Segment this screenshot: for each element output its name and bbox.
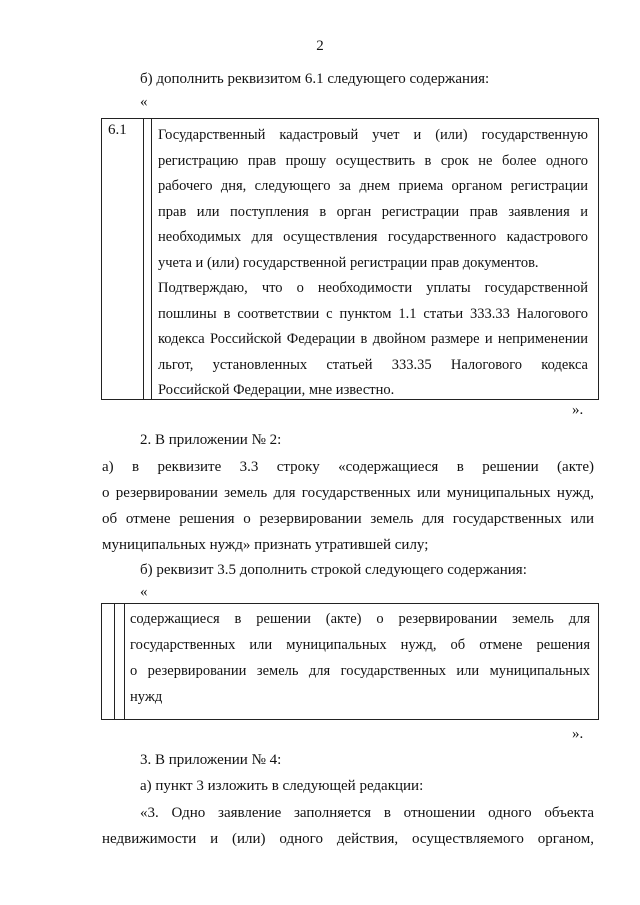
table-divider xyxy=(151,119,152,399)
table-line: государственных или муниципальных нужд, об отмене решения xyxy=(130,637,590,653)
table-line: прав или поступления в орган регистрации прав заявления и xyxy=(158,203,588,220)
requisite-table-6-1 xyxy=(101,118,599,400)
table-line: регистрацию прав прошу осуществить в срок не более одного xyxy=(158,152,588,169)
table-line: о резервировании земель для государственных или муниципальных xyxy=(130,663,590,679)
table-divider xyxy=(114,604,115,719)
para3-line: «3. Одно заявление заполняется в отношении одного объекта xyxy=(140,805,594,821)
table-line: Государственный кадастровый учет и (или) государственную xyxy=(158,127,588,143)
item-a2-line: об отмене решения о резервировании земель для государственных или xyxy=(102,511,594,527)
table-line: кодекса Российской Федерации в двойном размере и неприменении xyxy=(158,331,588,347)
requisite-text xyxy=(130,606,590,710)
item-a3: а) пункт 3 изложить в следующей редакции: xyxy=(140,778,424,794)
para3-line: недвижимости и (или) одного действия, осуществляемого органом, xyxy=(102,831,594,847)
item-a2-line: о резервировании земель для государственных или муниципальных нужд, xyxy=(102,485,594,501)
item-b2-add-line: б) реквизит 3.5 дополнить строкой следующего содержания: xyxy=(140,562,527,578)
opening-quote-1: « xyxy=(140,94,148,110)
closing-quote-2: ». xyxy=(572,726,584,742)
item-a2-line: муниципальных нужд» признать утратившей силу; xyxy=(102,537,429,553)
table-line: льгот, установленных статьей 333.35 Налогового кодекса xyxy=(158,356,588,373)
opening-quote-2: « xyxy=(140,584,148,600)
table-line: необходимых для осуществления государственного кадастрового xyxy=(158,229,588,245)
requisite-text xyxy=(158,123,588,404)
table-line: пошлины в соответствии с пунктом 1.1 статьи 333.33 Налогового xyxy=(158,305,588,322)
table-divider xyxy=(124,604,125,719)
table-line: Подтверждаю, что о необходимости уплаты государственной xyxy=(158,280,588,296)
item-a2-line: а) в реквизите 3.3 строку «содержащиеся в решении (акте) xyxy=(102,459,594,475)
table-line: нужд xyxy=(130,689,163,705)
requisite-number: 6.1 xyxy=(108,122,127,138)
requisite-table-3-5 xyxy=(101,603,599,720)
closing-quote-1: ». xyxy=(572,402,584,418)
table-line: содержащиеся в решении (акте) о резервировании земель для xyxy=(130,611,590,627)
section-3-heading: 3. В приложении № 4: xyxy=(140,752,282,768)
table-line: учета и (или) государственной регистрации прав документов. xyxy=(158,254,539,271)
item-b-add-requisite: б) дополнить реквизитом 6.1 следующего содержания: xyxy=(140,71,490,87)
page-number: 2 xyxy=(316,38,324,54)
section-2-heading: 2. В приложении № 2: xyxy=(140,432,282,448)
table-line: Российской Федерации, мне известно. xyxy=(158,382,395,398)
table-divider xyxy=(143,119,144,399)
table-line: рабочего дня, следующего за днем приема органом регистрации xyxy=(158,178,588,194)
